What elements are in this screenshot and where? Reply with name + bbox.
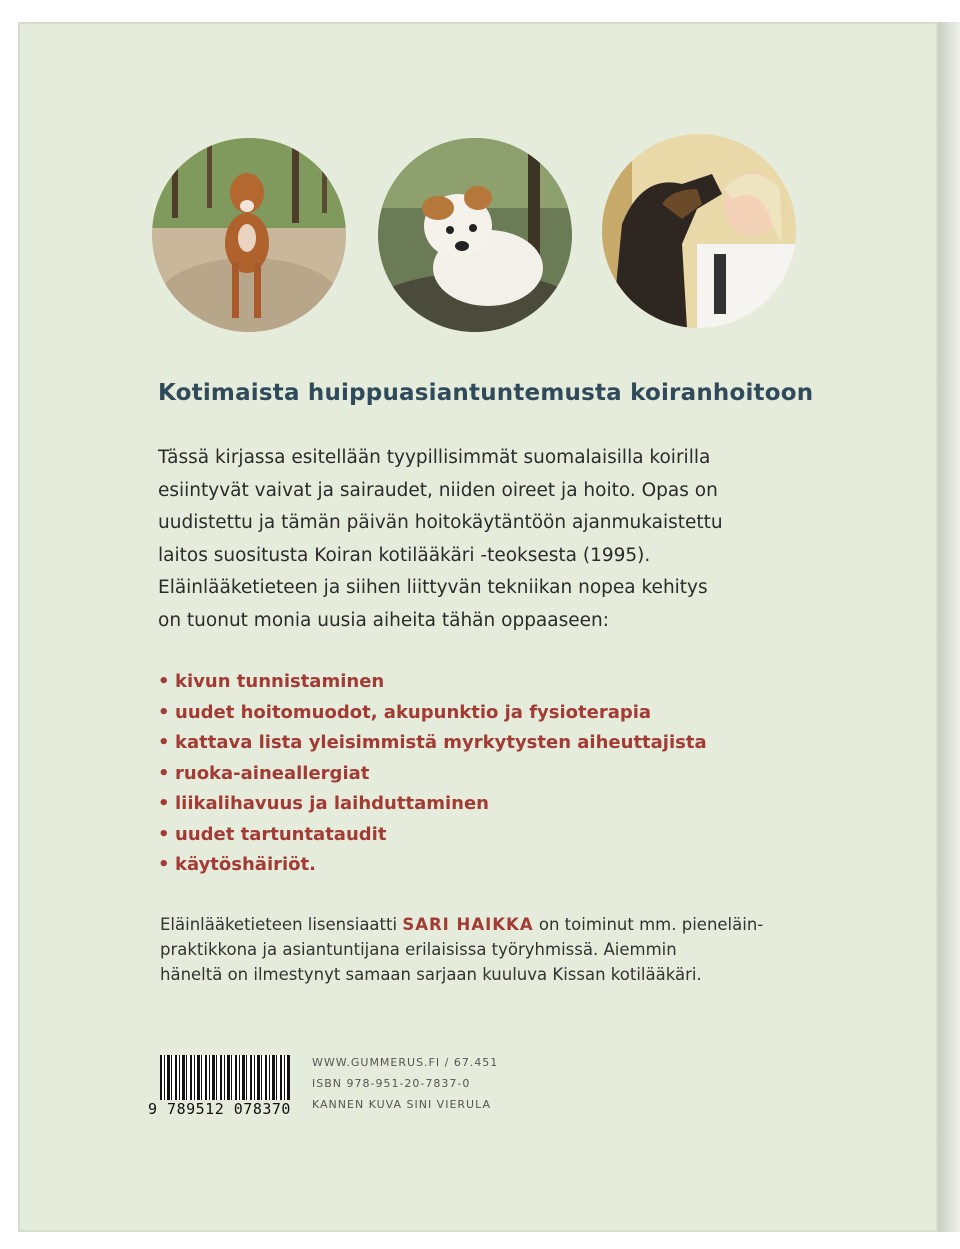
bullet-icon: • [158, 762, 170, 784]
author-name: SARI HAIKKA [402, 915, 534, 934]
feature-text: käytöshäiriöt. [175, 854, 316, 875]
terrier-photo [378, 138, 572, 332]
feature-item [158, 667, 848, 698]
author-text: Eläinlääketieteen lisensiaatti [160, 915, 403, 934]
author-line: praktikkona ja asiantuntijana erilaisissa työryhmissä. Aiemmin [160, 940, 677, 959]
intro-paragraph [158, 442, 848, 637]
dog-forest-photo [152, 138, 346, 332]
intro-line: Tässä kirjassa esitellään tyypillisimmät suomalaisilla koirilla [158, 447, 711, 468]
publisher-info [312, 1052, 498, 1115]
feature-item [158, 820, 848, 851]
feature-item [158, 789, 848, 820]
author-bio [160, 912, 850, 987]
feature-text: ruoka-aineallergiat [175, 762, 370, 784]
bullet-icon: • [158, 823, 170, 845]
feature-item [158, 698, 848, 729]
intro-line: laitos suositusta Koiran kotilääkäri -teoksesta (1995). [158, 544, 651, 566]
intro-line: uudistettu ja tämän päivän hoitokäytäntöön ajanmukaistettu [158, 512, 723, 533]
intro-line: on tuonut monia uusia aiheita tähän oppaaseen: [158, 609, 609, 631]
feature-item [158, 728, 848, 759]
bullet-icon: • [158, 793, 170, 814]
feature-item [158, 850, 848, 881]
bullet-icon: • [158, 732, 170, 753]
author-line [160, 912, 850, 937]
cover-heading: Kotimaista huippuasiantuntemusta koiranhoitoon [158, 380, 814, 406]
author-text: on toiminut mm. pieneläin- [533, 915, 764, 934]
scan-edge [938, 22, 960, 1232]
feature-text: kivun tunnistaminen [175, 671, 385, 692]
feature-text: kattava lista yleisimmistä myrkytysten aiheuttajista [175, 732, 707, 753]
isbn-barcode [160, 1055, 290, 1105]
feature-text: uudet hoitomuodot, akupunktio ja fysioterapia [175, 701, 652, 723]
intro-line: Eläinlääketieteen ja siihen liittyvän tekniikan nopea kehitys [158, 577, 708, 598]
vet-with-dog-photo [602, 134, 796, 328]
bullet-icon: • [158, 854, 170, 875]
barcode-digits: 9 789512 078370 [148, 1100, 291, 1118]
feature-text: liikalihavuus ja laihduttaminen [175, 793, 489, 814]
bullet-icon: • [158, 671, 170, 692]
bullet-icon: • [158, 701, 170, 723]
feature-text: uudet tartuntataudit [175, 823, 387, 845]
feature-item [158, 759, 848, 790]
author-line: häneltä on ilmestynyt samaan sarjaan kuuluva Kissan kotilääkäri. [160, 965, 702, 984]
intro-line: esiintyvät vaivat ja sairaudet, niiden oireet ja hoito. Opas on [158, 479, 718, 501]
cover-photo-credit: KANNEN KUVA SINI VIERULA [312, 1098, 492, 1111]
feature-list [158, 667, 848, 881]
isbn-number: ISBN 978-951-20-7837-0 [312, 1077, 471, 1090]
publisher-website: WWW.GUMMERUS.FI / 67.451 [312, 1056, 499, 1069]
